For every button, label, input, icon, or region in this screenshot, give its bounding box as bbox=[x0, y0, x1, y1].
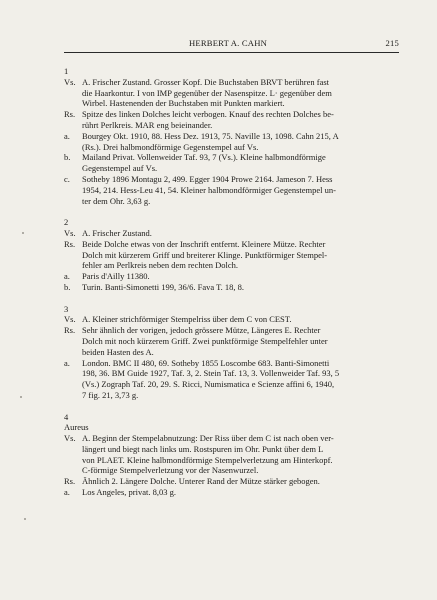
entry-label: a. bbox=[64, 357, 70, 368]
section-number: 1 bbox=[64, 66, 69, 76]
catalogue-entry bbox=[64, 476, 399, 487]
entry-text-line: C-förmige Stempelverletzung vor der Nasenwurzel. bbox=[82, 465, 259, 476]
section-number: 2 bbox=[64, 217, 69, 228]
entry-text-line: (Rs.). Drei halbmondförmige Gegenstempel auf Vs. bbox=[82, 141, 259, 152]
catalogue-entry bbox=[64, 358, 399, 401]
entry-text-line: Sotheby 1896 Montagu 2, 499. Egger 1904 Prowe 2164. Jameson 7. Hess bbox=[82, 173, 333, 184]
margin-speck bbox=[24, 518, 26, 520]
catalogue-entry bbox=[64, 109, 399, 131]
catalogue-entry bbox=[64, 325, 399, 357]
header-rule bbox=[64, 52, 399, 53]
entry-label: Rs. bbox=[64, 325, 76, 336]
entry-text-line: ter dem Ohr. 3,63 g. bbox=[82, 195, 151, 206]
catalogue-section bbox=[64, 412, 399, 498]
entry-label: Rs. bbox=[64, 109, 76, 120]
entry-label: a. bbox=[64, 487, 70, 498]
entry-label: Vs. bbox=[64, 314, 76, 325]
entry-text-line: 7 fig. 21, 3,73 g. bbox=[82, 389, 139, 400]
margin-speck bbox=[22, 232, 24, 234]
entry-text-line: die Haarkontur. I von IMP gegenüber der Nasenspitze. L· gegenüber dem bbox=[82, 87, 332, 98]
entry-text-line: Los Angeles, privat. 8,03 g. bbox=[82, 487, 176, 498]
entry-text-line: A. Beginn der Stempelabnutzung: Der Riss über dem C ist nach oben ver- bbox=[82, 433, 334, 444]
catalogue-entry bbox=[64, 271, 399, 282]
running-header bbox=[64, 38, 399, 52]
entry-text-line: Sehr ähnlich der vorigen, jedoch grössere Mütze, Längeres E. Rechter bbox=[82, 325, 321, 336]
section-heading: Aureus bbox=[64, 422, 89, 433]
running-title: HERBERT A. CAHN bbox=[189, 38, 268, 48]
entry-text-line: Mailand Privat. Vollenweider Taf. 93, 7 (Vs.). Kleine halbmondförmige bbox=[82, 152, 326, 163]
catalogue-section bbox=[64, 217, 399, 293]
entry-text-line: Bourgey Okt. 1910, 88. Hess Dez. 1913, 75. Naville 13, 1098. Cahn 215, A bbox=[82, 130, 339, 141]
entry-label: a. bbox=[64, 130, 70, 141]
entry-label: a. bbox=[64, 271, 70, 282]
catalogue-section bbox=[64, 304, 399, 401]
entry-text-line: A. Kleiner strichförmiger Stempelriss über dem C von CEST. bbox=[82, 314, 292, 325]
entry-text-line: A. Frischer Zustand. Grosser Kopf. Die Buchstaben BRVT berühren fast bbox=[82, 76, 330, 87]
entry-label: Rs. bbox=[64, 238, 76, 249]
catalogue-entry bbox=[64, 174, 399, 206]
entry-text-line: Gegenstempel auf Vs. bbox=[82, 163, 158, 174]
entry-label: Rs. bbox=[64, 476, 76, 487]
entry-label: Vs. bbox=[64, 227, 76, 238]
entry-text-line: 198, 36. BM Guide 1927, Taf. 3, 2. Stein Taf. 13, 3. Vollenweider Taf. 93, 5 bbox=[82, 368, 340, 379]
margin-speck bbox=[20, 396, 22, 398]
catalogue-entry bbox=[64, 239, 399, 271]
entry-text-line: Ähnlich 2. Längere Dolche. Unterer Rand der Mütze stärker gebogen. bbox=[82, 476, 320, 487]
catalogue-entry bbox=[64, 433, 399, 476]
entry-text-line: Paris d'Ailly 11380. bbox=[82, 271, 150, 282]
entry-text-line: Dolch mit kürzerem Griff und breiterer Klinge. Punktförmiger Stempel- bbox=[82, 249, 328, 260]
catalogue-entry bbox=[64, 152, 399, 174]
entry-text-line: Spitze des linken Dolches leicht verbogen. Knauf des rechten Dolches be- bbox=[82, 109, 334, 120]
catalogue-entry bbox=[64, 487, 399, 498]
entry-text-line: rührt Perlkreis. MAR eng beieinander. bbox=[82, 119, 213, 130]
entry-text-line: 1954, 214. Hess-Leu 41, 54. Kleiner halbmondförmiger Gegenstempel un- bbox=[82, 184, 336, 195]
catalogue-entry bbox=[64, 314, 399, 325]
entry-label: Vs. bbox=[64, 433, 76, 444]
entry-text-line: beiden Hasten des A. bbox=[82, 346, 154, 357]
entry-label: b. bbox=[64, 152, 71, 163]
catalogue-body bbox=[64, 66, 399, 509]
entry-text-line: Turin. Banti-Simonetti 199, 36/6. Fava T. 18, 8. bbox=[82, 281, 245, 292]
catalogue-entry bbox=[64, 77, 399, 109]
entry-text-line: (Vs.) Zograph Taf. 20, 29. S. Ricci, Numismatica e Scienze affini 6, 1940, bbox=[82, 379, 335, 390]
catalogue-entry bbox=[64, 131, 399, 153]
page-number: 215 bbox=[385, 38, 399, 48]
section-number: 3 bbox=[64, 303, 69, 314]
catalogue-section bbox=[64, 66, 399, 206]
entry-label: c. bbox=[64, 173, 70, 184]
entry-text-line: Wirbel. Hastenenden der Buchstaben mit Punkten markiert. bbox=[82, 98, 285, 109]
entry-text-line: fehler am Perlkreis neben dem rechten Dolch. bbox=[82, 260, 239, 271]
entry-text-line: A. Frischer Zustand. bbox=[82, 227, 152, 238]
entry-label: b. bbox=[64, 281, 71, 292]
entry-text-line: von PLAET. Kleine halbmondförmige Stempelverletzung am Hinterkopf. bbox=[82, 454, 333, 465]
section-number: 4 bbox=[64, 411, 69, 422]
entry-label: Vs. bbox=[64, 76, 76, 87]
entry-text-line: Beide Dolche etwas von der Inschrift entfernt. Kleinere Mütze. Rechter bbox=[82, 238, 326, 249]
entry-text-line: London. BMC II 480, 69. Sotheby 1855 Loscombe 683. Banti-Simonetti bbox=[82, 357, 330, 368]
catalogue-entry bbox=[64, 282, 399, 293]
entry-text-line: längert und biegt nach links um. Rostspuren im Ohr. Punkt über dem L bbox=[82, 443, 324, 454]
entry-text-line: Dolch mit noch kürzerem Griff. Zwei punktförmige Stempelfehler unter bbox=[82, 335, 328, 346]
catalogue-entry bbox=[64, 228, 399, 239]
